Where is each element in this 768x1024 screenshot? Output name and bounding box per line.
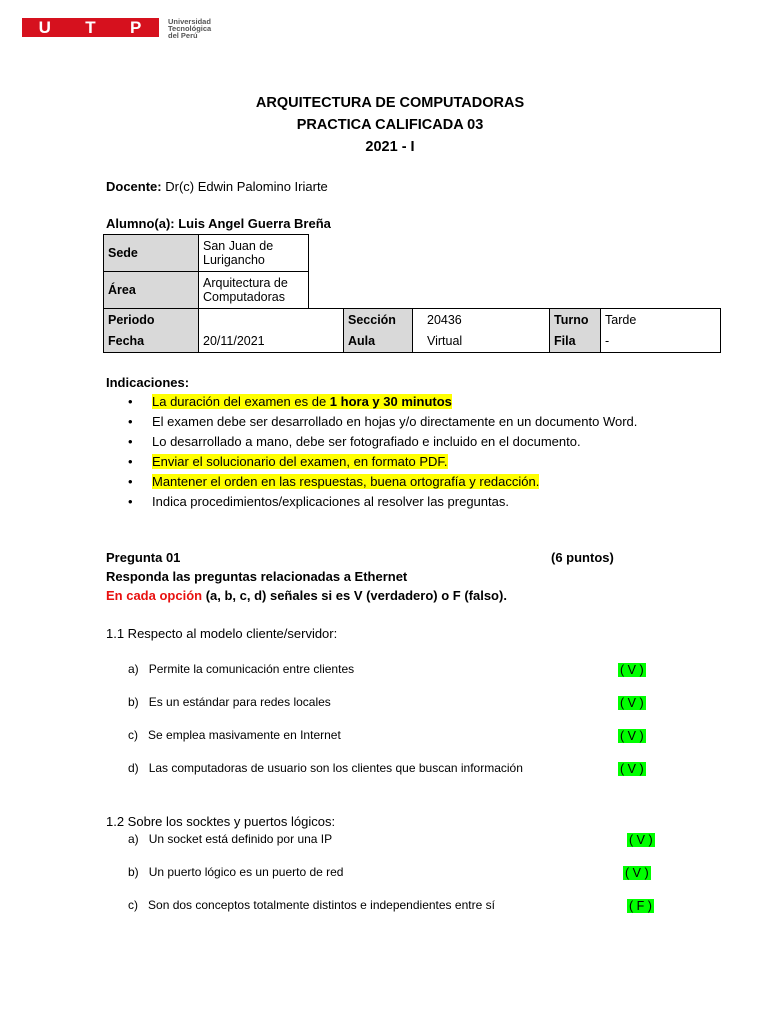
fila-label: Fila	[550, 331, 601, 353]
bullet-icon: •	[128, 434, 133, 449]
indicacion-1	[152, 394, 452, 409]
bullet-icon: •	[128, 474, 133, 489]
list-item	[128, 728, 341, 742]
instruction-red-text: En cada opción	[106, 588, 203, 603]
answer-badge	[627, 897, 654, 915]
item-text: Es un estándar para redes locales	[148, 695, 331, 709]
indicaciones-title: Indicaciones:	[106, 375, 190, 390]
answer-text: ( V )	[620, 762, 644, 776]
logo-letter-p: P	[129, 18, 143, 37]
fecha-label: Fecha	[104, 331, 199, 353]
pregunta-points: (6 puntos)	[551, 550, 614, 565]
answer-text: ( V )	[625, 866, 649, 880]
university-name	[168, 18, 211, 39]
instruction-text: (a, b, c, d) señales si es V (verdadero) o F (falso).	[202, 588, 507, 603]
periodo-table	[103, 308, 721, 353]
area-label: Área	[104, 272, 199, 309]
indicacion-4-text: Enviar el solucionario del examen, en formato PDF.	[152, 454, 448, 469]
indicacion-4	[152, 454, 448, 469]
item-letter: c)	[128, 898, 138, 912]
item-letter: b)	[128, 695, 139, 709]
indicacion-3: Lo desarrollado a mano, debe ser fotografiado e incluido en el documento.	[152, 434, 581, 449]
bullet-icon: •	[128, 414, 133, 429]
answer-badge	[618, 694, 646, 712]
logo-text-line3: del Perú	[168, 31, 198, 40]
sede-area-table	[103, 234, 309, 309]
turno-value: Tarde	[601, 309, 721, 331]
answer-badge	[618, 760, 646, 778]
list-item	[128, 761, 523, 775]
docente-line	[106, 179, 328, 194]
docente-label: Docente:	[106, 179, 162, 194]
aula-label: Aula	[344, 331, 413, 353]
alumno-line: Alumno(a): Luis Angel Guerra Breña	[106, 216, 331, 231]
indicacion-5-text: Mantener el orden en las respuestas, buena ortografía y redacción.	[152, 474, 540, 489]
item-text: Las computadoras de usuario son los clientes que buscan información	[148, 761, 523, 775]
area-value-line2: Computadoras	[203, 290, 285, 304]
indicacion-1-text: La duración del examen es de	[152, 394, 330, 409]
sede-value-line1: San Juan de	[203, 239, 274, 253]
logo-letter-u: U	[38, 18, 52, 37]
list-item	[128, 898, 495, 912]
item-letter: a)	[128, 832, 139, 846]
docente-value: Dr(c) Edwin Palomino Iriarte	[161, 179, 328, 194]
answer-badge	[618, 727, 646, 745]
item-text: Un puerto lógico es un puerto de red	[148, 865, 344, 879]
list-item	[128, 832, 332, 846]
item-text: Se emplea masivamente en Internet	[148, 728, 341, 742]
item-text: Son dos conceptos totalmente distintos e independientes entre sí	[148, 898, 495, 912]
answer-text: ( V )	[620, 696, 644, 710]
utp-logo	[22, 18, 159, 37]
turno-label: Turno	[550, 309, 601, 331]
answer-text: ( V )	[629, 833, 653, 847]
periodo-label: Periodo	[104, 309, 199, 331]
section-2-title: 1.2 Sobre los socktes y puertos lógicos:	[106, 814, 336, 829]
list-item	[128, 695, 331, 709]
area-value-line1: Arquitectura de	[203, 276, 288, 290]
indicacion-2: El examen debe ser desarrollado en hojas y/o directamente en un documento Word.	[152, 414, 638, 429]
indicacion-5	[152, 474, 539, 489]
answer-badge	[623, 864, 651, 882]
term-title: 2021 - I	[365, 139, 415, 155]
aula-value: Virtual	[413, 331, 550, 353]
fila-value: -	[601, 331, 721, 353]
bullet-icon: •	[128, 394, 133, 409]
logo-letter-t: T	[85, 18, 97, 37]
pregunta-subtitle: Responda las preguntas relacionadas a Ethernet	[106, 569, 408, 584]
logo-text-line1: Universidad	[168, 17, 211, 26]
answer-text: ( F )	[629, 899, 652, 913]
item-letter: b)	[128, 865, 139, 879]
answer-text: ( V )	[620, 729, 644, 743]
item-letter: c)	[128, 728, 138, 742]
area-value	[199, 272, 309, 309]
section-1-title: 1.1 Respecto al modelo cliente/servidor:	[106, 626, 338, 641]
sede-value	[199, 235, 309, 272]
logo-text-line2: Tecnológica	[168, 24, 212, 33]
seccion-label: Sección	[344, 309, 413, 331]
seccion-value: 20436	[413, 309, 550, 331]
exam-title: PRACTICA CALIFICADA 03	[296, 117, 484, 133]
item-letter: d)	[128, 761, 139, 775]
bullet-icon: •	[128, 454, 133, 469]
bullet-icon: •	[128, 494, 133, 509]
periodo-value	[199, 309, 344, 331]
list-item	[128, 865, 343, 879]
sede-value-line2: Lurigancho	[203, 253, 265, 267]
pregunta-instruction	[106, 588, 507, 603]
course-title: ARQUITECTURA DE COMPUTADORAS	[255, 95, 525, 111]
pregunta-title: Pregunta 01	[106, 550, 181, 565]
indicacion-1-duration: 1 hora y 30 minutos	[329, 394, 452, 409]
item-letter: a)	[128, 662, 139, 676]
item-text: Permite la comunicación entre clientes	[148, 662, 355, 676]
item-text: Un socket está definido por una IP	[148, 832, 333, 846]
answer-text: ( V )	[620, 663, 644, 677]
answer-badge	[627, 831, 655, 849]
indicacion-6: Indica procedimientos/explicaciones al resolver las preguntas.	[152, 494, 509, 509]
list-item	[128, 662, 354, 676]
sede-label: Sede	[104, 235, 199, 272]
fecha-value: 20/11/2021	[199, 331, 344, 353]
answer-badge	[618, 661, 646, 679]
